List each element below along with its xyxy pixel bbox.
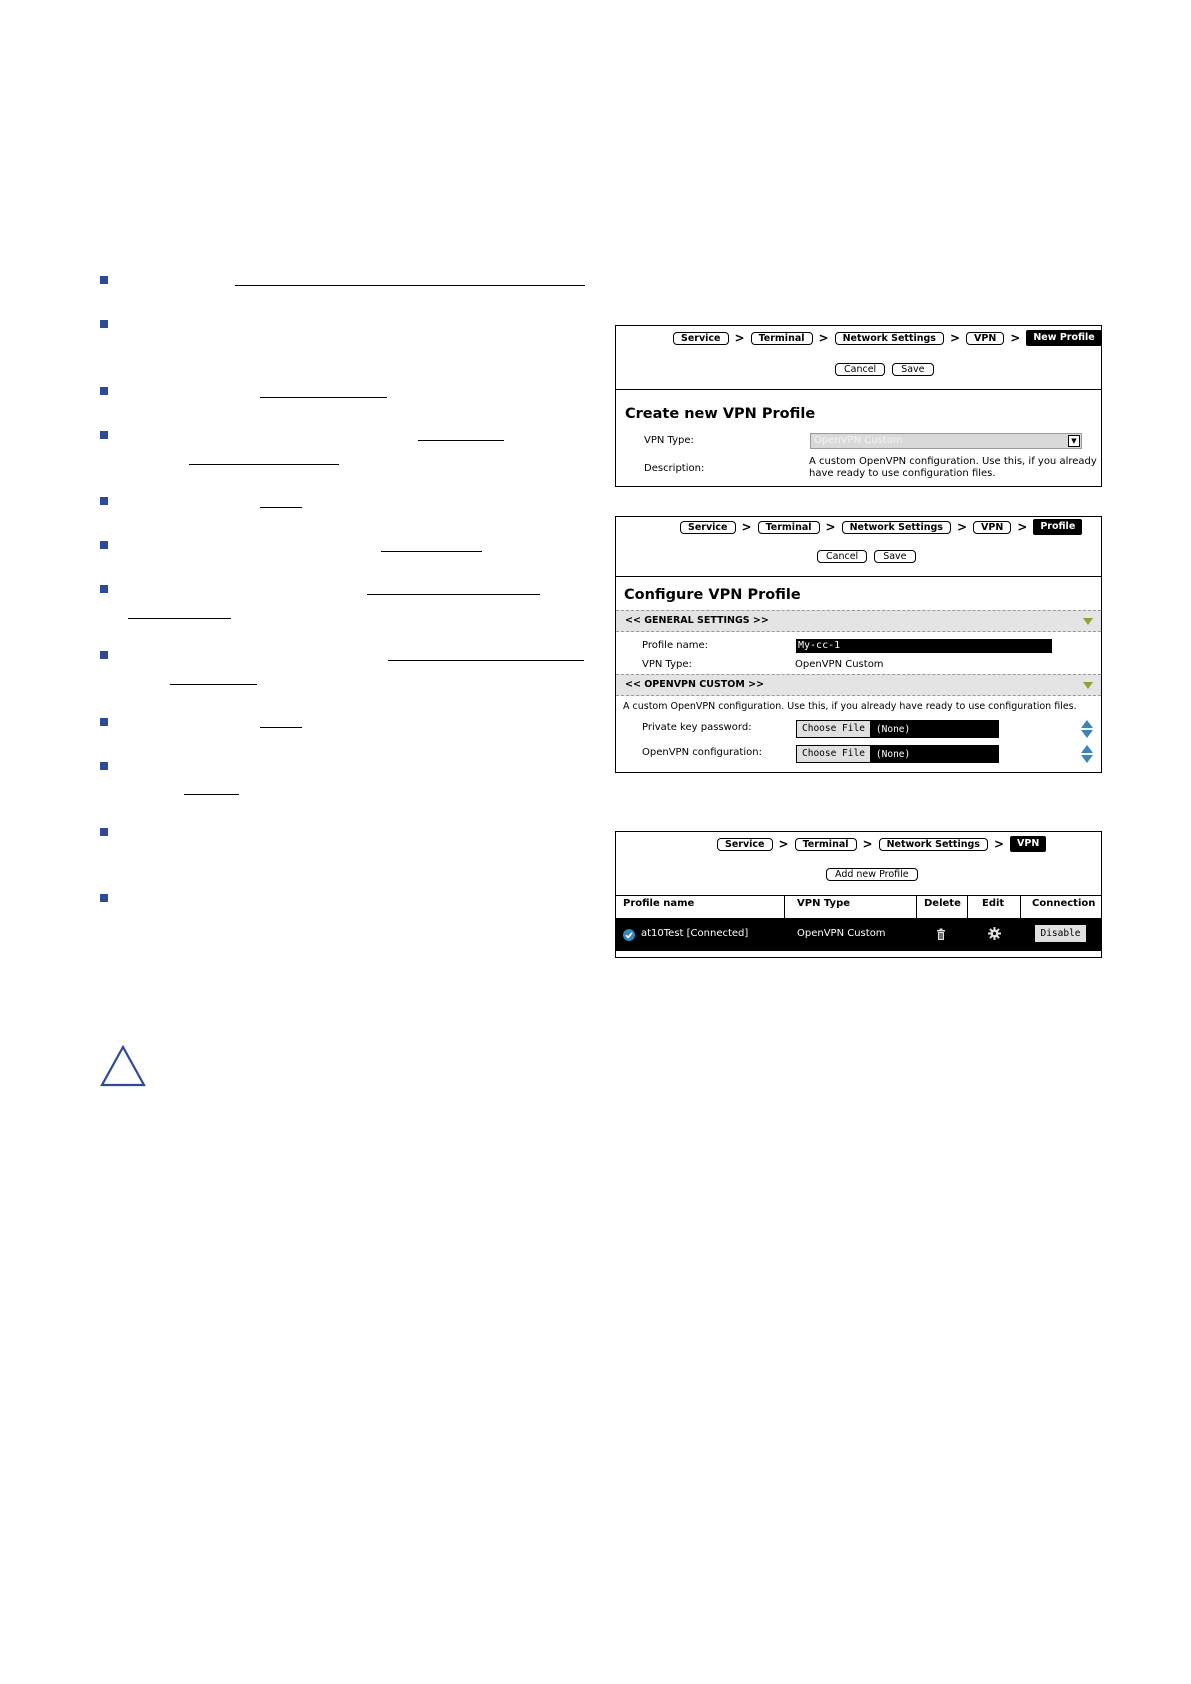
breadcrumb-separator: > — [778, 837, 789, 851]
vpn-type-label: VPN Type: — [644, 435, 694, 446]
column-header-edit: Edit — [982, 898, 1005, 909]
sort-arrows-icon[interactable] — [1081, 745, 1093, 763]
openvpn-config-label: OpenVPN configuration: — [642, 747, 762, 758]
breadcrumb-separator: > — [993, 837, 1005, 851]
list-bullet — [100, 497, 108, 505]
check-circle-icon — [623, 929, 635, 941]
breadcrumb-vpn[interactable]: VPN — [966, 332, 1004, 345]
breadcrumb-separator: > — [734, 331, 745, 345]
arrow-up-icon[interactable] — [1081, 745, 1093, 753]
link-underline[interactable] — [381, 551, 482, 552]
vpn-type-value: OpenVPN Custom — [795, 659, 884, 670]
breadcrumb-separator: > — [1017, 520, 1028, 534]
profile-name-input[interactable]: My-cc-1 — [796, 639, 1052, 653]
breadcrumb-terminal[interactable]: Terminal — [795, 838, 857, 851]
breadcrumb-service[interactable]: Service — [680, 521, 736, 534]
arrow-down-icon[interactable] — [1081, 730, 1093, 738]
page-title: Create new VPN Profile — [625, 406, 816, 422]
sort-arrows-icon[interactable] — [1081, 720, 1093, 738]
list-bullet — [100, 894, 108, 902]
section-title: << OPENVPN CUSTOM >> — [625, 679, 765, 690]
list-bullet — [100, 431, 108, 439]
breadcrumb-separator: > — [818, 331, 829, 345]
link-underline[interactable] — [189, 464, 339, 465]
link-underline[interactable] — [235, 285, 585, 286]
action-buttons — [826, 868, 918, 881]
breadcrumb — [717, 836, 1046, 852]
breadcrumb-separator: > — [949, 331, 961, 345]
page-title: Configure VPN Profile — [624, 587, 801, 603]
description-text: have ready to use configuration files. — [809, 468, 996, 479]
openvpn-custom-section[interactable] — [616, 674, 1101, 696]
action-buttons — [835, 363, 934, 376]
cancel-button[interactable]: Cancel — [835, 363, 885, 376]
link-underline[interactable] — [260, 727, 302, 728]
breadcrumb-vpn[interactable]: VPN — [973, 521, 1011, 534]
create-vpn-profile-panel — [615, 325, 1102, 487]
breadcrumb-separator: > — [825, 520, 836, 534]
description-text: A custom OpenVPN configuration. Use this, if you already — [809, 456, 1097, 467]
breadcrumb — [680, 519, 1082, 535]
link-underline[interactable] — [184, 794, 239, 795]
description-label: Description: — [644, 463, 705, 474]
cancel-button[interactable]: Cancel — [817, 550, 867, 563]
file-name: (None) — [875, 723, 911, 735]
list-bullet — [100, 718, 108, 726]
link-underline[interactable] — [367, 594, 540, 595]
breadcrumb-separator: > — [956, 520, 968, 534]
list-bullet — [100, 651, 108, 659]
trash-icon[interactable] — [936, 928, 946, 940]
breadcrumb-separator: > — [862, 837, 873, 851]
link-underline[interactable] — [260, 397, 387, 398]
divider — [616, 895, 1101, 896]
openvpn-config-file-input[interactable] — [796, 745, 999, 763]
breadcrumb-terminal[interactable]: Terminal — [758, 521, 820, 534]
collapse-arrow-icon[interactable] — [1083, 682, 1093, 689]
private-key-label: Private key password: — [642, 722, 752, 733]
openvpn-description: A custom OpenVPN configuration. Use this, if you already have ready to use configuration files. — [623, 701, 1077, 712]
choose-file-button[interactable]: Choose File — [797, 746, 870, 762]
vpn-type-label: VPN Type: — [642, 659, 692, 670]
arrow-up-icon[interactable] — [1081, 720, 1093, 728]
breadcrumb-network-settings[interactable]: Network Settings — [879, 838, 988, 851]
breadcrumb-network-settings[interactable]: Network Settings — [842, 521, 951, 534]
breadcrumb-terminal[interactable]: Terminal — [751, 332, 813, 345]
divider — [616, 389, 1101, 390]
divider — [616, 576, 1101, 577]
link-underline[interactable] — [260, 507, 302, 508]
collapse-arrow-icon[interactable] — [1083, 618, 1093, 625]
breadcrumb-network-settings[interactable]: Network Settings — [835, 332, 944, 345]
vpn-type-cell: OpenVPN Custom — [797, 928, 886, 939]
gear-icon[interactable] — [988, 927, 1001, 940]
breadcrumb — [673, 330, 1102, 346]
list-bullet — [100, 276, 108, 284]
column-header-vpn-type: VPN Type — [797, 898, 851, 909]
list-bullet — [100, 762, 108, 770]
vpn-type-selected-value: OpenVPN Custom — [814, 435, 903, 446]
profile-name-cell[interactable]: at10Test [Connected] — [641, 928, 749, 939]
save-button[interactable]: Save — [874, 550, 915, 563]
vpn-type-select[interactable] — [810, 433, 1082, 449]
table-row — [616, 918, 1101, 951]
save-button[interactable]: Save — [892, 363, 933, 376]
action-buttons — [817, 550, 916, 563]
column-header-connection: Connection — [1032, 898, 1096, 909]
section-title: << GENERAL SETTINGS >> — [625, 615, 769, 626]
breadcrumb-service[interactable]: Service — [717, 838, 773, 851]
breadcrumb-current: Profile — [1033, 519, 1082, 535]
breadcrumb-separator: > — [741, 520, 752, 534]
private-key-file-input[interactable] — [796, 720, 999, 738]
chevron-down-icon[interactable]: ▼ — [1068, 435, 1080, 447]
list-bullet — [100, 828, 108, 836]
choose-file-button[interactable]: Choose File — [797, 721, 870, 737]
breadcrumb-separator: > — [1010, 331, 1021, 345]
link-underline[interactable] — [128, 618, 231, 619]
file-name: (None) — [875, 748, 911, 760]
column-header-profile-name: Profile name — [623, 898, 695, 909]
add-new-profile-button[interactable]: Add new Profile — [826, 868, 918, 881]
arrow-down-icon[interactable] — [1081, 755, 1093, 763]
profile-name-label: Profile name: — [642, 640, 709, 651]
disable-button[interactable]: Disable — [1035, 925, 1086, 942]
list-bullet — [100, 320, 108, 328]
breadcrumb-current: VPN — [1010, 836, 1046, 852]
breadcrumb-service[interactable]: Service — [673, 332, 729, 345]
link-underline[interactable] — [418, 440, 504, 441]
vpn-profile-list-panel — [615, 831, 1102, 958]
general-settings-section[interactable] — [616, 610, 1101, 632]
list-bullet — [100, 585, 108, 593]
list-bullet — [100, 541, 108, 549]
configure-vpn-profile-panel — [615, 516, 1102, 773]
breadcrumb-current: New Profile — [1026, 330, 1101, 346]
list-bullet — [100, 387, 108, 395]
warning-triangle-icon — [100, 1045, 146, 1087]
column-header-delete: Delete — [924, 898, 961, 909]
link-underline[interactable] — [170, 684, 257, 685]
link-underline[interactable] — [388, 660, 584, 661]
